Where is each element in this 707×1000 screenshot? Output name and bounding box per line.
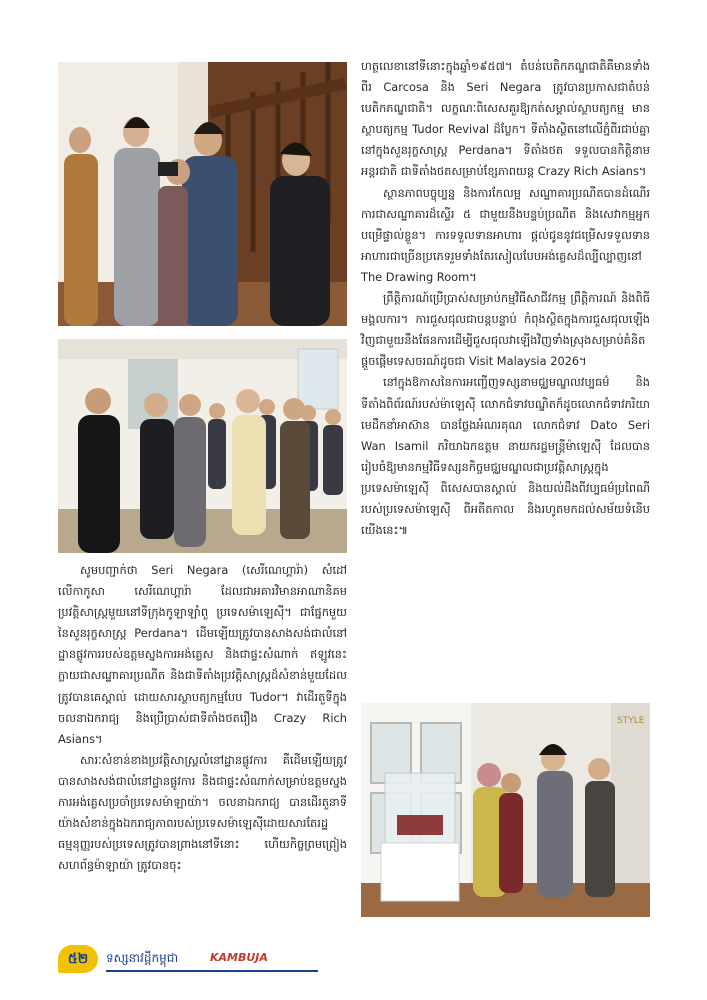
photo-group-gallery-hall [58, 339, 347, 553]
paragraph: ស្ថានភាពបច្ចុប្បន្ន និងការកែលម្អ សណ្ឋាគារប្រណីតបានដំណើរការជាសណ្ឋាគារដ៏ស្ទើរ ៥ ជាមួយនឹងបន្ទប់ប្រណីត និងសេវាកម្មអ្នកបម្រើផ្ទាល់ខ្លួន។ ការទទួលទានអាហារ ផ្ដល់ជូននូវជម្រើសទទួលទានអាហារជាច្រើនប្រភេទរួមទាំងតែរសៀលបែបអង់គ្លេសដ៏ល្បីល្បាញនៅ The Drawing Room។ [361, 185, 650, 284]
page-number: ៥២ [58, 945, 98, 973]
paragraph: នៅក្នុងឱកាសនៃការអញ្ជើញទស្សនាមជ្ឈមណ្ឌលវប្បធម៌ និងទីតាំងពិព័រណ៍របស់ម៉ាឡេស៊ី លោកជំទាវបណ្ឌិតក៏ដូចលោកជំទាវភរិយាមេដឹកនាំអាស៊ាន បានថ្លែងអំណរគុណ លោកជំទាវ Dato Seri Wan Isamil ភរិយាឯកឧត្តម នាយករដ្ឋមន្ត្រីម៉ាឡេស៊ី ដែលបានរៀបចំឱ្យមានកម្មវិធីទស្សនកិច្ចមជ្ឈមណ្ឌលជាប្រវត្តិសាស្ត្រក្នុងប្រទេសម៉ាឡេស៊ី ពិសេសបានស្គាល់ និងយល់ដឹងពីវប្បធម៌ប្រពៃណីរបស់ប្រទេសម៉ាឡេស៊ី ពីអតីតកាល និងរហូតមកដល់សម័យទំនើបយើងនេះ៕ [361, 375, 650, 538]
article-left-column [58, 560, 347, 876]
photo-delegation-staircase [58, 62, 347, 326]
article-right-column [361, 56, 650, 541]
footer-rule [106, 970, 318, 972]
magazine-name: ទស្សនាវដ្ដីកម្ពុជា [106, 951, 179, 965]
paragraph: ហត្ថលេខានៅទីនោះក្នុងឆ្នាំ១៩៥៧។ តំបន់បេតិកភណ្ឌជាតិគឺមានទាំងពីរ Carcosa និង Seri Negara ត្រូវបានប្រកាសជាតំបន់បេតិកភណ្ឌជាតិ។ លក្ខណៈពិសេសគួរឱ្យកត់សម្គាល់ស្ថាបត្យកម្ម មានស្ថាបត្យកម្ម Tudor Revival ដ៏ប្លែក។ ទីតាំងស្ថិតនៅលើភ្នំពីរជាប់គ្នានៅក្នុងសួនរុក្ខសាស្ត្រ Perdana។ ទីតាំងថត ទទួលបានកិត្តិនាមអន្តរជាតិ ជាទីតាំងថតសម្រាប់ខ្សែភាពយន្ត Crazy Rich Asians។ [361, 59, 650, 179]
paragraph: ព្រឹត្តិការណ៍ប្រើប្រាស់សម្រាប់កម្មវិធីសាជីវកម្ម ព្រឹត្តិការណ៍ និងពិធីមង្គលការ។ ការជួសជុលជាបន្តបន្ទាប់ កំពុងស្ថិតក្នុងការជួសជុលឡើងវិញជាមួយនឹងផែនការដើម្បីជួសជុលវាឡើងវិញទាំងស្រុងសម្រាប់គំនិតផ្ដួចផ្ដើមទេសចរណ៍ដូចជា Visit Malaysia 2026។ [361, 291, 650, 369]
page-footer [58, 943, 318, 977]
photo-exhibit-display [361, 703, 650, 917]
paragraph: សូមបញ្ជាក់ថា Seri Negara (សេរីណេហ្គារ៉ា) សំដៅលើកាកូសា សេរីណេហ្គារ៉ា ដែលជាអគារវិមានអាណានិគម ប្រវត្តិសាស្ត្រមួយនៅទីក្រុងកូឡាឡាំពួ ប្រទេសម៉ាឡេស៊ី។ ជាផ្នែកមួយនៃសួនរុក្ខសាស្ត្រ Perdana។ ដើមឡើយត្រូវបានសាងសង់ជាលំនៅដ្ឋានផ្លូវការរបស់ឧត្តមស្នងការអង់គ្លេស និងជាផ្ទះសំណាក់ ឥឡូវនេះក្លាយជាសណ្ឋាគារប្រណីត និងជាទីតាំងប្រវត្តិសាស្ត្រដ៏សំខាន់មួយដែលត្រូវបានគេស្គាល់ ដោយសារស្ថាបត្យកម្មបែប Tudor។ វាដើរតួទីក្នុងចលនាឯករាជ្យ និងប្រើប្រាស់ជាទីតាំងថតរឿង Crazy Rich Asians។ [58, 563, 347, 746]
magazine-latin-name: KAMBUJA [210, 951, 268, 964]
style-sign: STYLE [617, 716, 645, 726]
paragraph: សារៈសំខាន់ខាងប្រវត្តិសាស្ត្រលំនៅដ្ឋានផ្លូវការ គឺដើមឡើយត្រូវបានសាងសង់ជាលំនៅដ្ឋានផ្លូវការ និងជាផ្ទះសំណាក់សម្រាប់ឧត្តមស្នងការអង់គ្លេសប្រចាំប្រទេសម៉ាឡាយ៉ា។ ចលនាឯករាជ្យ បានដើរតួនាទីយ៉ាងសំខាន់ក្នុងឯករាជ្យភាពរបស់ប្រទេសម៉ាឡេស៊ីដោយសារតែរដ្ឋធម្មនុញ្ញរបស់ប្រទេសត្រូវបានព្រាងនៅទីនោះ ហើយកិច្ចព្រមព្រៀងសហព័ន្ធម៉ាឡាយ៉ា ត្រូវបានចុះ [58, 752, 347, 873]
